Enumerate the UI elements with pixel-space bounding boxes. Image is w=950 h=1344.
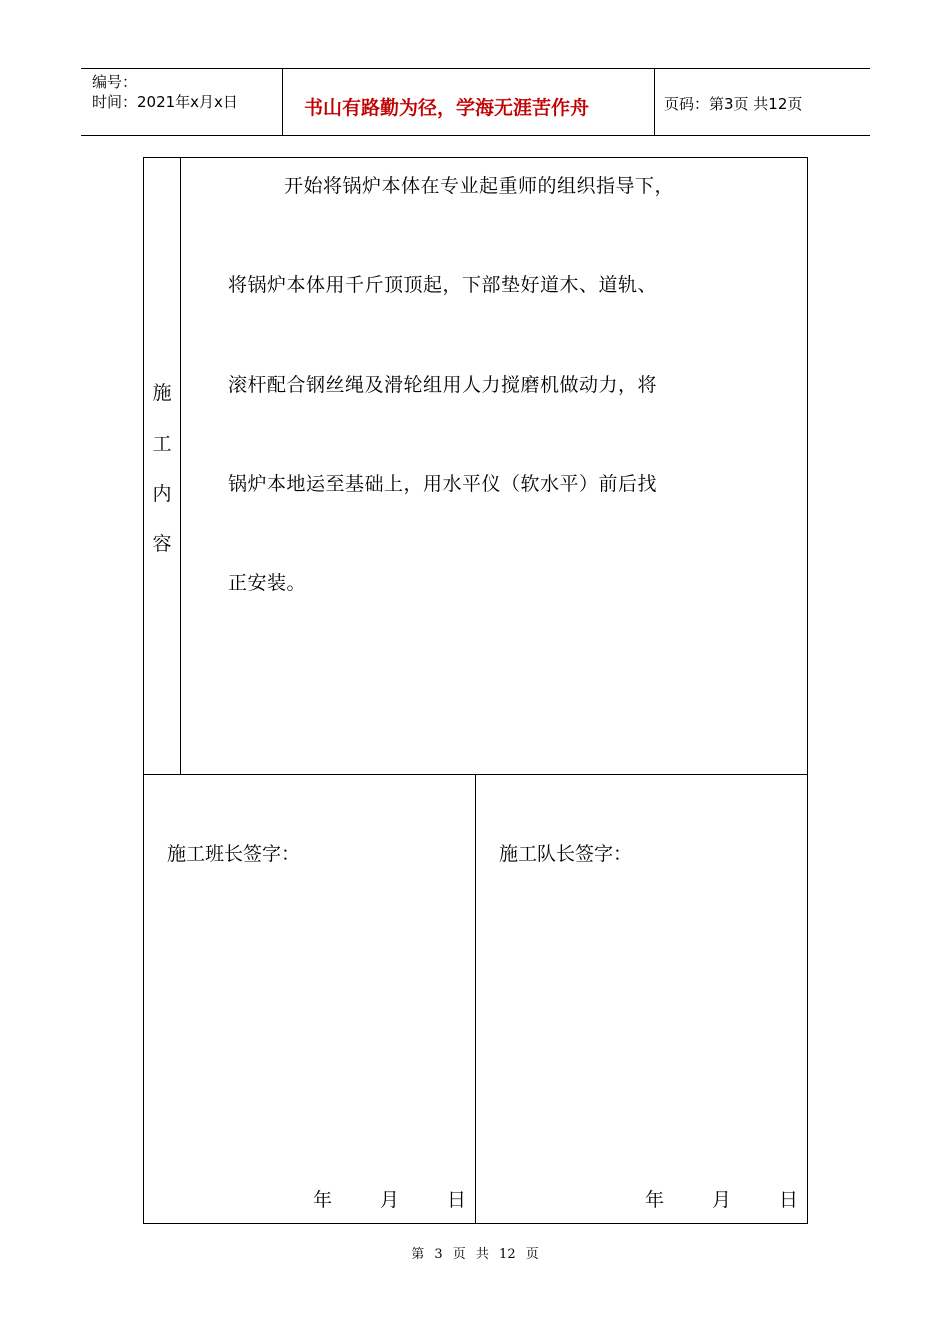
date-day: 日 xyxy=(447,1189,467,1211)
content-line: 将锅炉本体用千斤顶顶起，下部垫好道木、道轨、 xyxy=(228,274,658,296)
header-divider-1 xyxy=(282,68,283,135)
crew-leader-signature-label: 施工队长签字： xyxy=(499,843,633,865)
date-day: 日 xyxy=(779,1189,799,1211)
header-bottom-rule xyxy=(81,135,870,136)
table-signature-divider xyxy=(475,774,476,1224)
doc-code-label: 编号： xyxy=(92,73,138,91)
header-motto: 书山有路勤为径，学海无涯苦作舟 xyxy=(304,97,590,119)
doc-time-label: 时间：2021年x月x日 xyxy=(92,93,238,111)
section-label-char: 施 xyxy=(152,382,172,404)
content-line: 滚杆配合钢丝绳及滑轮组用人力搅磨机做动力，将 xyxy=(228,374,658,396)
date-month: 月 xyxy=(380,1189,400,1211)
date-year: 年 xyxy=(313,1189,333,1211)
page-code: 页码：第3页 共12页 xyxy=(664,95,803,113)
content-line: 锅炉本地运至基础上，用水平仪（软水平）前后找 xyxy=(228,473,658,495)
table-outer-top xyxy=(143,157,808,158)
date-year: 年 xyxy=(645,1189,665,1211)
section-label-char: 工 xyxy=(152,433,172,455)
section-label-char: 内 xyxy=(152,483,172,505)
header-divider-2 xyxy=(654,68,655,135)
page-footer: 第 3 页 共 12 页 xyxy=(411,1247,539,1262)
table-outer-right xyxy=(807,157,808,1224)
header-top-rule xyxy=(81,68,870,69)
content-line: 正安装。 xyxy=(228,572,307,594)
table-label-column-divider xyxy=(180,157,181,774)
section-label-char: 容 xyxy=(152,533,172,555)
content-line: 开始将锅炉本体在专业起重师的组织指导下， xyxy=(284,175,675,197)
date-month: 月 xyxy=(712,1189,732,1211)
table-outer-left xyxy=(143,157,144,1224)
team-leader-signature-label: 施工班长签字： xyxy=(167,843,301,865)
